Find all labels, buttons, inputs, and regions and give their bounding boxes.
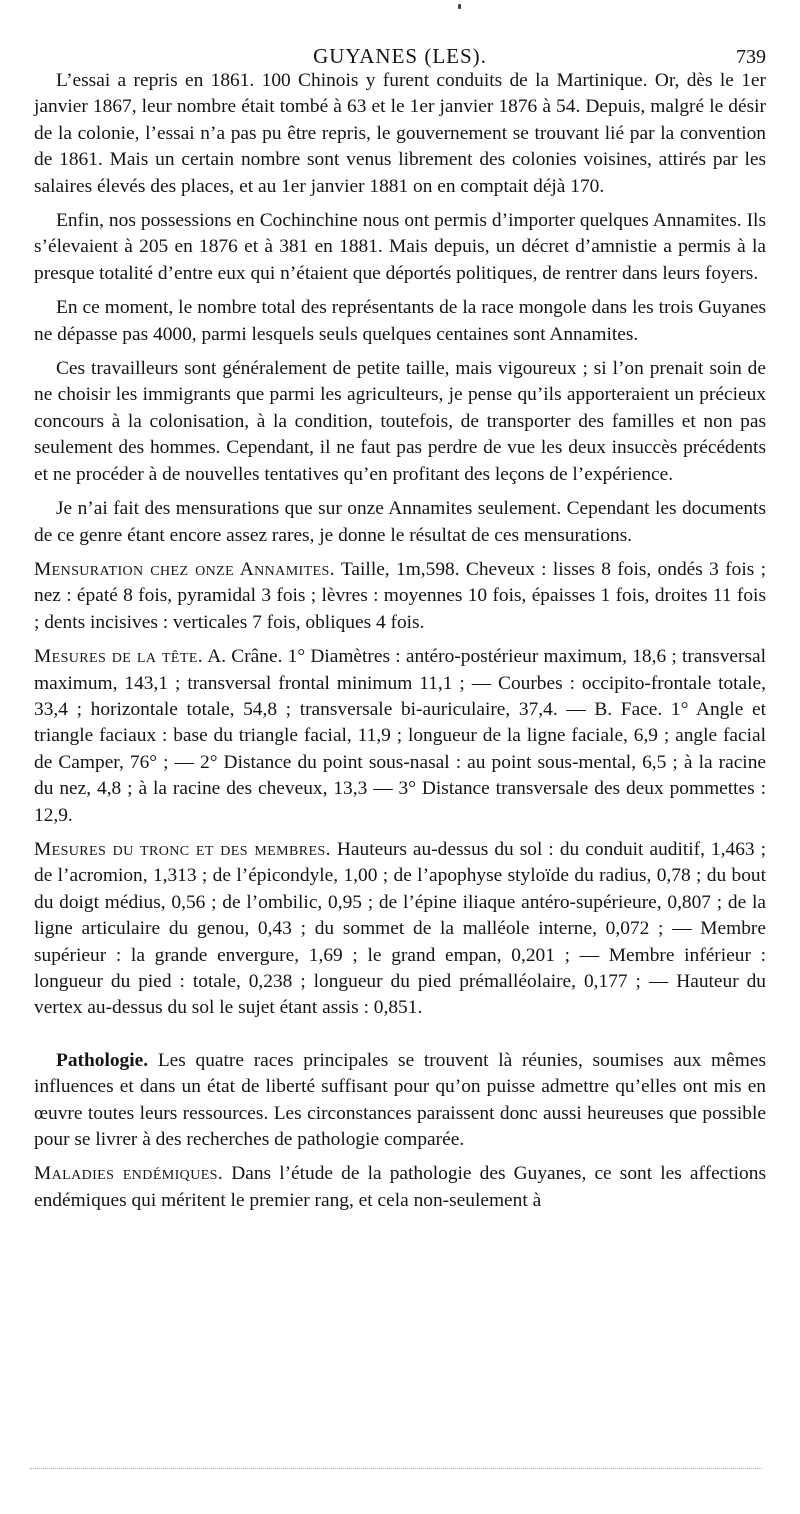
paragraph-text: Enfin, nos possessions en Cochinchine nous ont permis d’importer quelques Annamites. Ils s’élevaient à 205 en 1876 et à 381 en 1881. Mais depuis, un décret d’amnistie a permis à la presque totalité d’entre eux qui n’étaient que déportés politiques, de rentrer dans leurs foyers. (34, 210, 766, 284)
section-heading: Maladies endémiques. (34, 1163, 224, 1185)
paragraph-text: Je n’ai fait des mensurations que sur onze Annamites seulement. Cependant les documents de ce genre étant encore assez rares, je donne le résultat de ces mensurations. (34, 498, 766, 546)
paragraph-travailleurs (34, 356, 766, 488)
paragraph-mensurations-intro (34, 496, 766, 549)
document-body (34, 68, 766, 1214)
paragraph-cochinchine (34, 208, 766, 287)
section-heading: Pathologie. (56, 1049, 149, 1071)
section-gap (34, 1030, 766, 1048)
paragraph-text: En ce moment, le nombre total des représentants de la race mongole dans les trois Guyanes ne dépasse pas 4000, parmi lesquels seuls quelques centaines sont Annamites. (34, 297, 766, 345)
paragraph-race-mongole (34, 295, 766, 348)
page-number: 739 (736, 46, 766, 68)
section-heading: Mesures du tronc et des membres. (34, 838, 331, 860)
running-head (34, 36, 766, 68)
paragraph-text: Les quatre races principales se trouvent là réunies, soumises aux mêmes influences et dans un état de liberté suffisant pour qu’on puisse admettre qu’elles ont mis en œuvre toutes leurs ressources. Les circonstances paraissent donc aussi heureuses que possible pour se livrer à des recherches de pathologie comparée. (34, 1049, 766, 1151)
document-page (34, 36, 766, 1222)
bottom-rule (30, 1468, 762, 1469)
paragraph-mesures-tete (34, 644, 766, 829)
paragraph-maladies-endemiques (34, 1161, 766, 1214)
top-print-mark (458, 4, 461, 9)
section-heading: Mesures de la tête. (34, 646, 204, 668)
paragraph-text: Dans l’étude de la pathologie des Guyanes, ce sont les affections endémiques qui méritent le premier rang, et cela non-seulement à (34, 1163, 766, 1211)
paragraph-chinois (34, 68, 766, 200)
paragraph-text: A. Crâne. 1° Diamètres : antéro-postérieur maximum, 18,6 ; transversal maximum, 143,1 ; transversal frontal minimum 11,1 ; — Courbes : occipito-frontale totale, 33,4 ; horizontale totale, 54,8 ; transversale bi-auriculaire, 37,4. — B. Face. 1° Angle et triangle faciaux : base du triangle facial, 11,9 ; longueur de la ligne faciale, 6,9 ; angle facial de Camper, 76° ; — 2° Distance du point sous-nasal : au point sous-mental, 6,5 ; à la racine du nez, 4,8 ; à la racine des cheveux, 13,3 — 3° Distance transversale des deux pommettes : 12,9. (34, 646, 766, 826)
paragraph-text: Hauteurs au-dessus du sol : du conduit auditif, 1,463 ; de l’acromion, 1,313 ; de l’épicondyle, 1,00 ; de l’apophyse styloïde du radius, 0,78 ; du bout du doigt médius, 0,56 ; de l’ombilic, 0,95 ; de l’épine iliaque antéro-supérieure, 0,807 ; de la ligne articulaire du genou, 0,43 ; du sommet de la malléole interne, 0,072 ; — Membre supérieur : la grande envergure, 1,69 ; le grand empan, 0,201 ; — Membre inférieur : longueur du pied : totale, 0,238 ; longueur du pied prémalléolaire, 0,177 ; — Hauteur du vertex au-dessus du sol le sujet étant assis : 0,851. (34, 838, 767, 1019)
paragraph-text: Ces travailleurs sont généralement de petite taille, mais vigoureux ; si l’on prenait soin de ne choisir les immigrants que parmi les agriculteurs, je pense qu’ils apporteraient un précieux concours à la colonisation, à la condition, toutefois, de transporter des familles et non pas seulement des hommes. Cependant, il ne faut pas perdre de vue les deux insuccès précédents et ne procéder à de nouvelles tentatives qu’en profitant des leçons de l’expérience. (34, 358, 766, 485)
paragraph-mesures-tronc (34, 837, 766, 1022)
paragraph-text: Taille, 1m,598. Cheveux : lisses 8 fois, ondés 3 fois ; nez : épaté 8 fois, pyramidal 3 fois ; lèvres : moyennes 10 fois, épaisses 1 fois, droites 11 fois ; dents incisives : verticales 7 fois, obliques 4 fois. (34, 558, 766, 633)
section-heading: Mensuration chez onze Annamites. (34, 558, 335, 580)
paragraph-mensuration-annamites (34, 557, 766, 636)
paragraph-text: L’essai a repris en 1861. 100 Chinois y furent conduits de la Martinique. Or, dès le 1er janvier 1867, leur nombre était tombé à 63 et le 1er janvier 1876 à 54. Depuis, malgré le désir de la colonie, l’essai n’a pas pu être repris, le gouvernement se trouvant lié par la convention de 1861. Mais un certain nombre sont venus librement des colonies voisines, attirés par les salaires élevés des places, et au 1er janvier 1881 on en comptait déjà 170. (34, 70, 766, 197)
running-title: GUYANES (LES). (313, 44, 487, 68)
paragraph-pathologie (34, 1048, 766, 1154)
